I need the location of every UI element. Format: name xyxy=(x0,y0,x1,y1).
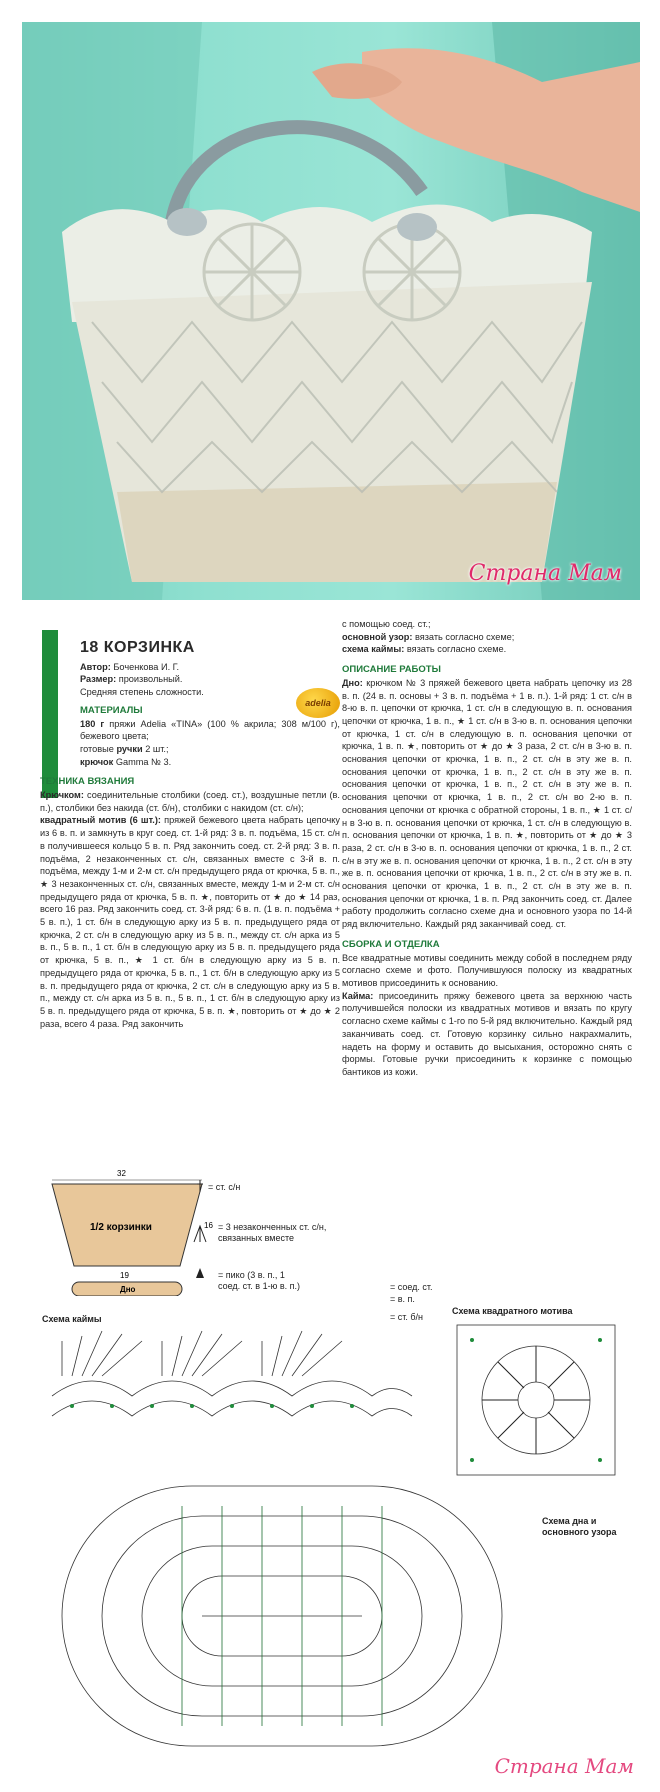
square-scheme-label: Схема квадратного мотива xyxy=(452,1306,573,1316)
diagrams xyxy=(22,1166,640,1780)
legend-5: = в. п. xyxy=(390,1294,415,1304)
watermark-bottom: Страна Мам xyxy=(494,1754,634,1778)
assembly-heading: СБОРКА И ОТДЕЛКА xyxy=(342,938,440,950)
dim-bottom: 19 xyxy=(120,1271,129,1280)
author-block: Автор: Боченкова И. Г. Размер: произвольный. Средняя степень сложности. МАТЕРИАЛЫ 180 г пряжи Adelia «TINA» (100 % акрила; 308 м/100 г), бежевого цвета; готовые ручки 2 шт.; крючок Gamma № 3. xyxy=(80,661,340,767)
legend-6: = ст. б/н xyxy=(390,1312,424,1322)
base-scheme xyxy=(42,1466,522,1766)
work-text: Дно: крючком № 3 пряжей бежевого цвета набрать цепочку из 28 в. п. (24 в. п. основы + 3 в. п. подъёма + 1 в. п.). 1-й ряд: 1 ст. с/н в 8-ю в. п. цепочки от крючка, 1 ст. с/н в следующую в. п. основания цепочки от крючка, 1 в. п., ★ 1 ст. с/н в 3-ю в. п. основания цепочки от крючка, 1 ст. с/н в следующую в. п. основания цепочки от крючка, 1 в. п. ★, повторить от ★ до ★ 3 раза, 2 ст. с/н в 3-ю в. п. основания цепочки от крючка, 1 в. п., 2 ст. с/н в эту же в. п. основания цепочки от крючка, 1 в. п., 2 ст. с/н в эту же в. п. основания цепочки от крючка, 1 в. п., 2 ст. с/н в эту же в. п. основания цепочки от крючка, 1 в. п., 2 ст. с/н во 2-ю в. п. основания цепочки от крючка с обратной стороны, 1 в. п., ★ 1 ст. с/н в 3-ю в. п. основания цепочки от крючка, 1 ст. с/н в следующую в. п. основания цепочки от крючка, 1 в. п. ★, повторить от ★ до ★ 3 раза, 2 ст. с/н в 3-ю в. п. основания цепочки от крючка, 1 в. п., 2 ст. с/н в эту же в. п. основания цепочки от крючка, 1 в. п., 2 ст. с/н в эту же в. п. основания цепочки от крючка, 1 в. п., 2 ст. с/н в эту же в. п. основания цепочки от крючка, 1 в. п., 2 ст. с/н в эту же в. п. основания цепочки от крючка, 1 в. п. Ряд закончить соед. ст. Далее работу продолжить согласно схеме дна и основного узора по 14-й ряд включительно. Каждый ряд заканчивай соед. ст. xyxy=(342,677,632,930)
dim-top: 32 xyxy=(117,1169,126,1178)
materials-heading: МАТЕРИАЛЫ xyxy=(80,704,143,716)
page-title: 18 КОРЗИНКА xyxy=(80,639,195,656)
legend-1: = ст. с/н xyxy=(208,1182,241,1192)
edge-scheme-label: Схема каймы xyxy=(42,1314,102,1324)
edge-text: Кайма: присоединить пряжу бежевого цвета за верхнюю часть получившейся полоски из квадратных мотивов и вязать по кругу согласно схеме каймы с 1-го по 5-й ряд включительно. Каждый ряд заканчивать соед. ст. Готовую корзинку сильно накрахмалить, надеть на форму и оставить до высыхания, осторожно снять с формы. Готовые ручки присоединить к корзинке с помощью бантиков из кожи. xyxy=(342,990,632,1077)
adelia-logo: adelia xyxy=(296,688,340,718)
product-photo xyxy=(22,22,640,600)
left-column xyxy=(40,628,340,1030)
base-scheme-label: Схема дна и основного узора xyxy=(542,1516,617,1537)
legend-4: = соед. ст. xyxy=(390,1282,433,1292)
pattern-page xyxy=(22,618,640,1780)
legend-2: = 3 незаконченных ст. с/н, связанных вместе xyxy=(218,1222,327,1243)
legend-symbols xyxy=(190,1178,230,1338)
legend-3: = пико (3 в. п., 1 соед. ст. в 1-ю в. п.) xyxy=(218,1270,300,1291)
dim-side: 16 xyxy=(204,1221,213,1230)
technique-p2: квадратный мотив (6 шт.): пряжей бежевого цвета набрать цепочку из 6 в. п. и замкнуть в круг соед. ст. 1-й ряд: 3 в. п. подъёма, 15 ст. с/н в получившееся кольцо 5 в. п. Ряд закончить соед. ст. 2-й ряд: 3 в. п. подъёма, 2 незаконченных ст. с/н, связанных вместе с 3-й в. п. подъёма, между 1-м и 2-м ст. с/н предыдущего ряда от крючка, 5 в. п., ★ 3 незаконченных ст. с/н, связанных вместе, между 1-м и 2-м ст. с/н предыдущего ряда от крючка, 5 в. п. ★, повторить от ★ до ★ 14 раз, всего 16 раз. Ряд закончить соед. ст. 3-й ряд: 6 в. п. (1 в. п. подъёма + 5 в. п.), 1 ст. б/н в следующую арку из 5 в. п. предыдущего ряда от крючка, 2 ст. с/н в следующую арку из 5 в. п., между ст. с/н арка из 5 в. п., 5 в. п., 1 ст. б/н в следующую арку из 5 в. п. предыдущего ряда от крючка, 5 в. п., ★ 1 ст. б/н в следующую арку из 5 в. п. предыдущего ряда от крючка, 5 в. п., 1 ст. б/н в следующую арку из 5 в. п. предыдущего ряда от крючка, 2 ст. с/н в следующую арку из 5 в. п., между ст. с/н арка из 5 в. п., 5 в. п., 1 ст. б/н в следующую арку из 5 в. п. предыдущего ряда от крючка, 5 в. п. ★, повторить от ★ до ★ 2 раза, всего 4 раза. Ряд закончить xyxy=(40,815,340,1029)
right-column: с помощью соед. ст.; основной узор: вязать согласно схеме; схема каймы: вязать согласно схеме. ОПИСАНИЕ РАБОТЫ Дно: крючком № 3 пряжей бежевого цвета набрать цепочку из 28 в. п. (24 в. п. основы + 3 в. п. подъёма + 1 в. п.). 1-й ряд: 1 ст. с/н в 8-ю в. п. цепочки от крючка, 1 ст. с/н в следующую в. п. основания цепочки от крючка, 1 в. п., ★ 1 ст. с/н в 3-ю в. п. основания цепочки от крючка, 1 ст. с/н в следующую в. п. основания цепочки от крючка, 1 в. п. ★, повторить от ★ до ★ 3 раза, 2 ст. с/н в 3-ю в. п. основания цепочки от крючка, 1 в. п., 2 ст. с/н в эту же в. п. основания цепочки от крючка, 1 в. п., 2 ст. с/н в эту же в. п. основания цепочки от крючка, 1 в. п., 2 ст. с/н в эту же в. п. основания цепочки от крючка, 1 в. п., 2 ст. с/н во 2-ю в. п. основания цепочки от крючка с обратной стороны, 1 в. п., ★ 1 ст. с/н в 3-ю в. п. основания цепочки от крючка, 1 ст. с/н в следующую в. п. основания цепочки от крючка, 1 в. п. ★, повторить от ★ до ★ 3 раза, 2 ст. с/н в 3-ю в. п. основания цепочки от крючка, 1 в. п., 2 ст. с/н в эту же в. п. основания цепочки от крючка, 1 в. п., 2 ст. с/н в эту же в. п. основания цепочки от крючка, 1 в. п., 2 ст. с/н в эту же в. п. основания цепочки от крючка, 1 в. п., 2 ст. с/н в эту же в. п. основания цепочки от крючка, 1 в. п. Ряд закончить соед. ст. Далее работу продолжить согласно схеме дна и основного узора по 14-й ряд включительно. Каждый ряд заканчивай соед. ст. СБОРКА И ОТДЕЛКА Все квадратные мотивы соединить между собой в последнем ряду согласно схеме и фото. Получившуюся полоску из квадратных мотивов присоединить к основанию. Кайма: присоединить пряжу бежевого цвета за верхнюю часть получившейся полоски из квадратных мотивов и вязать по кругу согласно схеме каймы с 1-го по 5-й ряд включительно. Каждый ряд заканчивать соед. ст. Готовую корзинку сильно накрахмалить, надеть на форму и оставить до высыхания, осторожно снять с формы. Готовые ручки присоединить к корзинке с помощью бантиков из кожи. xyxy=(342,619,632,1077)
edge-scheme xyxy=(42,1326,422,1436)
watermark: Страна Мам xyxy=(468,561,622,586)
work-heading: ОПИСАНИЕ РАБОТЫ xyxy=(342,664,441,676)
technique-p1: Крючком: соединительные столбики (соед. ст.), воздушные петли (в. п.), столбики без накида (ст. б/н), столбики с накидом (ст. с/н); xyxy=(40,790,340,813)
square-motif-scheme xyxy=(452,1320,622,1480)
technique-heading: ТЕХНИКА ВЯЗАНИЯ xyxy=(40,776,135,788)
bottom-label: Дно xyxy=(120,1285,136,1294)
half-label: 1/2 корзинки xyxy=(90,1222,152,1233)
basket-illustration xyxy=(22,22,640,600)
assembly-text: Все квадратные мотивы соединить между собой в последнем ряду согласно схеме и фото. Получившуюся полоску из квадратных мотивов присоединить к основанию. xyxy=(342,952,632,988)
